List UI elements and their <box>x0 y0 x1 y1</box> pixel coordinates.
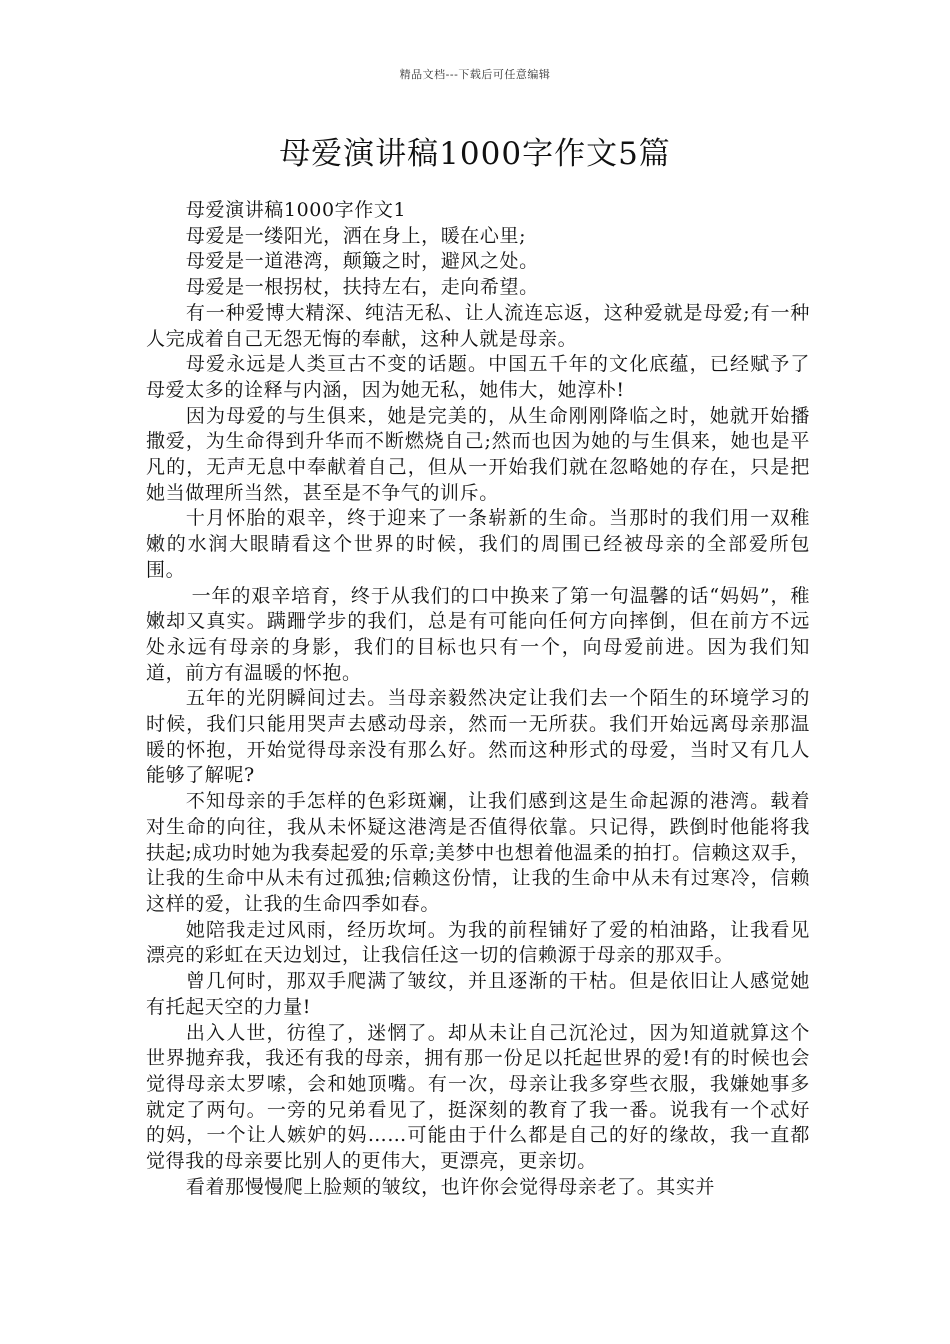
paragraph: 十月怀胎的艰辛，终于迎来了一条崭新的生命。当那时的我们用一双稚嫩的水润大眼睛看这个世界的时候，我们的周围已经被母亲的全部爱所包围。 <box>146 507 810 581</box>
paragraph: 不知母亲的手怎样的色彩斑斓，让我们感到这是生命起源的港湾。载着对生命的向往，我从未怀疑这港湾是否值得依靠。只记得，跌倒时他能将我扶起;成功时她为我奏起爱的乐章;美梦中也想着他温柔的拍打。信赖这双手，让我的生命中从未有过孤独;信赖这份情，让我的生命中从未有过寒冷，信赖这样的爱，让我的生命四季如春。 <box>146 790 810 915</box>
poem-line: 母爱是一缕阳光，洒在身上，暖在心里; <box>185 224 527 247</box>
document-body <box>146 198 810 1200</box>
paragraph: 出入人世，彷徨了，迷惘了。却从未让自己沉沦过，因为知道就算这个世界抛弃我，我还有我的母亲，拥有那一份足以托起世界的爱!有的时候也会觉得母亲太罗嗦，会和她顶嘴。有一次，母亲让我多穿些衣服，我嫌她事多就定了两句。一旁的兄弟看见了，挺深刻的教育了我一番。说我有一个忒好的妈，一个让人嫉妒的妈……可能由于什么都是自己的好的缘故，我一直都觉得我的母亲要比别人的更伟大，更漂亮，更亲切。 <box>146 1021 810 1173</box>
poem-line: 母爱是一根拐杖，扶持左右，走向希望。 <box>185 276 539 299</box>
page-header: 精品文档---下载后可任意编辑 <box>399 68 551 81</box>
paragraph: 一年的艰辛培育，终于从我们的口中换来了第一句温馨的话“妈妈”，稚嫩却又真实。蹒跚学步的我们，总是有可能向任何方向摔倒，但在前方不远处永远有母亲的身影，我们的目标也只有一个，向母爱前进。因为我们知道，前方有温暖的怀抱。 <box>146 584 810 684</box>
paragraph: 看着那慢慢爬上脸颊的皱纹，也许你会觉得母亲老了。其实并 <box>185 1175 716 1198</box>
paragraph: 有一种爱博大精深、纯洁无私、让人流连忘返，这种爱就是母爱;有一种人完成着自己无怨无悔的奉献，这种人就是母亲。 <box>146 301 810 350</box>
paragraph: 五年的光阴瞬间过去。当母亲毅然决定让我们去一个陌生的环境学习的时候，我们只能用哭声去感动母亲，然而一无所获。我们开始远离母亲那温暖的怀抱，开始觉得母亲没有那么好。然而这种形式的母爱，当时又有几人能够了解呢? <box>146 687 810 787</box>
paragraph: 因为母爱的与生俱来，她是完美的，从生命刚刚降临之时，她就开始播撒爱，为生命得到升华而不断燃烧自己;然而也因为她的与生俱来，她也是平凡的，无声无息中奉献着自己，但从一开始我们就在忽略她的存在，只是把她当做理所当然，甚至是不争气的训斥。 <box>146 404 810 504</box>
paragraph: 曾几何时，那双手爬满了皱纹，并且逐渐的干枯。但是依旧让人感觉她有托起天空的力量! <box>146 970 810 1018</box>
section-heading: 母爱演讲稿1000字作文1 <box>185 199 407 221</box>
document-title: 母爱演讲稿1000字作文5篇 <box>279 136 671 172</box>
paragraph: 母爱永远是人类亘古不变的话题。中国五千年的文化底蕴，已经赋予了母爱太多的诠释与内涵，因为她无私，她伟大，她淳朴! <box>146 353 810 401</box>
paragraph: 她陪我走过风雨，经历坎坷。为我的前程铺好了爱的柏油路，让我看见漂亮的彩虹在天边划过，让我信任这一切的信赖源于母亲的那双手。 <box>146 918 810 967</box>
poem-line: 母爱是一道港湾，颠簸之时，避风之处。 <box>185 250 539 273</box>
